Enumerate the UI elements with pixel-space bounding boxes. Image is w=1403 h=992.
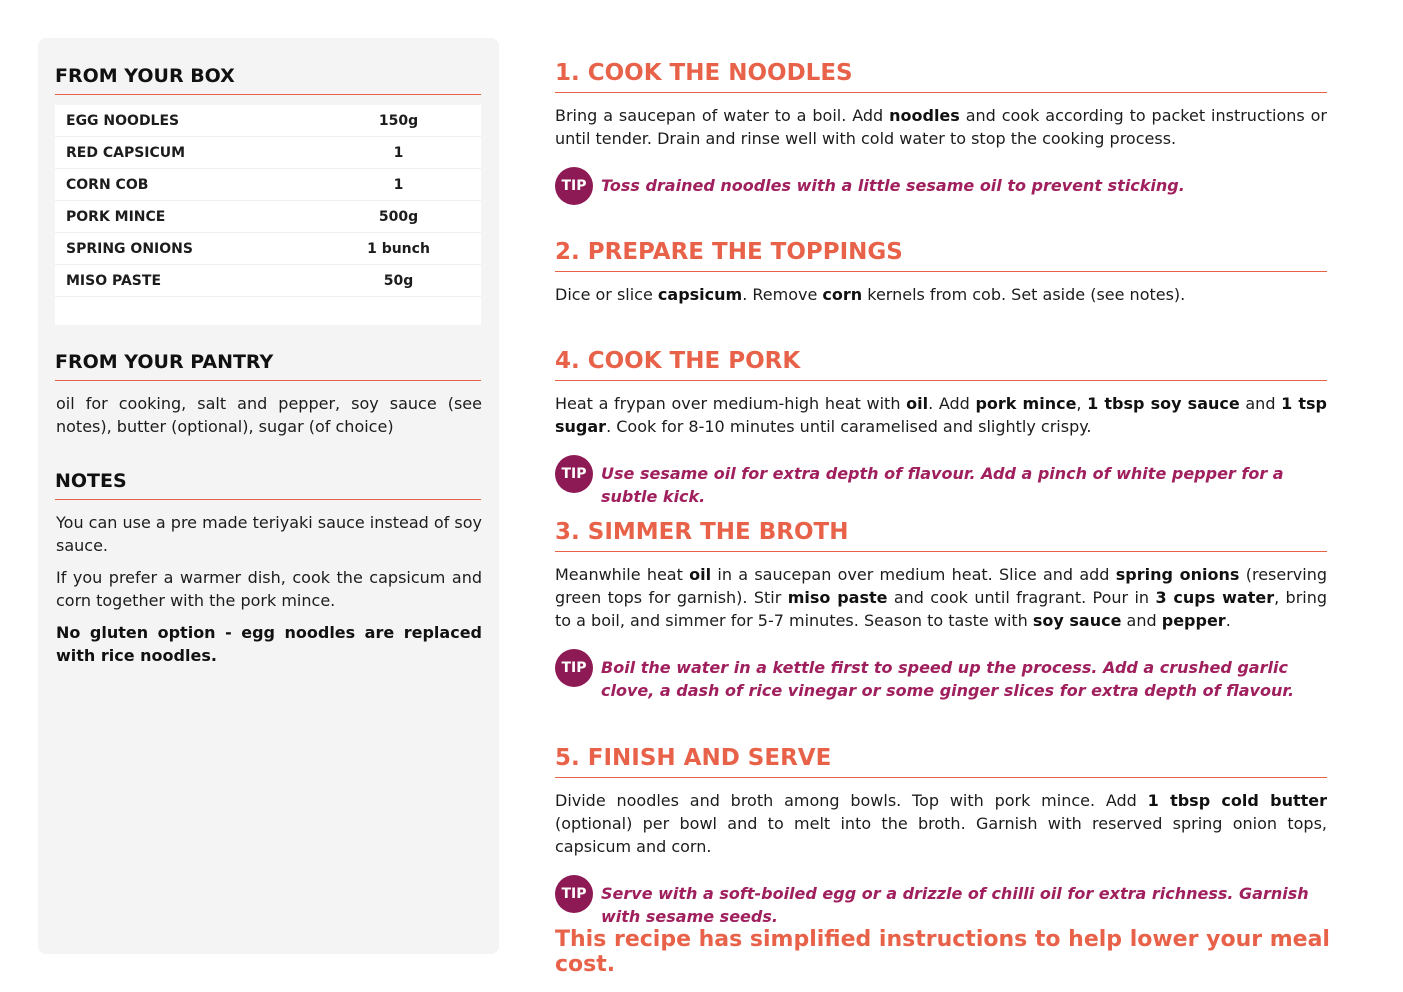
note-3: No gluten option - egg noodles are replaced with rice noodles.: [56, 623, 482, 665]
step-1-tip: [555, 167, 1327, 205]
notes-body: [56, 511, 482, 676]
table-row: [55, 137, 481, 169]
ingredient-name: MISO PASTE: [66, 272, 162, 289]
step-1: [555, 60, 1327, 205]
ingredient-name: CORN COB: [66, 176, 149, 193]
note-1: You can use a pre made teriyaki sauce instead of soy sauce.: [56, 513, 482, 555]
notes-heading: NOTES: [55, 471, 481, 500]
step-3-tip: [555, 649, 1327, 702]
step-2-title: 2. PREPARE THE TOPPINGS: [555, 239, 1327, 272]
pantry-text: oil for cooking, salt and pepper, soy sauce (see notes), butter (optional), sugar (of choice): [56, 394, 482, 436]
step-3-title: 3. SIMMER THE BROTH: [555, 519, 1327, 552]
step-1-title: 1. COOK THE NOODLES: [555, 60, 1327, 93]
tip-text: Serve with a soft-boiled egg or a drizzle of chilli oil for extra richness. Garnish with sesame seeds.: [601, 884, 1309, 926]
tip-badge: TIP: [555, 167, 593, 205]
tip-text: Use sesame oil for extra depth of flavour. Add a pinch of white pepper for a subtle kick.: [601, 464, 1284, 506]
step-2: [555, 239, 1327, 306]
ingredient-name: SPRING ONIONS: [66, 240, 193, 257]
ingredient-qty: 500g: [378, 208, 419, 225]
table-row: [55, 201, 481, 233]
footer-note: This recipe has simplified instructions to help lower your meal cost.: [555, 927, 1330, 977]
tip-text: Boil the water in a kettle first to speed up the process. Add a crushed garlic clove, a dash of rice vinegar or some ginger slices for extra depth of flavour.: [601, 658, 1295, 700]
table-row: [55, 169, 481, 201]
ingredient-qty: 1: [393, 176, 404, 193]
from-your-pantry-heading: FROM YOUR PANTRY: [55, 352, 481, 381]
step-2-body: Dice or slice capsicum. Remove corn kernels from cob. Set aside (see notes).: [555, 285, 1186, 304]
tip-badge: TIP: [555, 455, 593, 493]
step-5-title: 5. FINISH AND SERVE: [555, 745, 1327, 778]
step-4-title: 4. COOK THE PORK: [555, 348, 1327, 381]
tip-badge: TIP: [555, 649, 593, 687]
note-2: If you prefer a warmer dish, cook the capsicum and corn together with the pork mince.: [56, 568, 482, 610]
tip-badge: TIP: [555, 875, 593, 913]
tip-text: Toss drained noodles with a little sesame oil to prevent sticking.: [601, 176, 1185, 195]
ingredient-qty: 1 bunch: [367, 240, 430, 257]
from-your-box-heading: FROM YOUR BOX: [55, 66, 481, 95]
step-4: [555, 348, 1327, 508]
ingredient-qty: 1: [393, 144, 404, 161]
step-1-body: Bring a saucepan of water to a boil. Add noodles and cook according to packet instructions or until tender. Drain and rinse well with cold water to stop the cooking process.: [555, 106, 1328, 148]
box-ingredients-table: [55, 105, 481, 325]
step-4-body: Heat a frypan over medium-high heat with oil. Add pork mince, 1 tbsp soy sauce and 1 tsp sugar. Cook for 8-10 minutes until caramelised and slightly crispy.: [555, 394, 1328, 436]
ingredients-panel: [38, 38, 499, 954]
table-row: [55, 265, 481, 297]
ingredient-name: RED CAPSICUM: [66, 144, 186, 161]
step-5-tip: [555, 875, 1327, 928]
step-5: [555, 745, 1327, 928]
ingredient-qty: 50g: [383, 272, 414, 289]
table-row: [55, 105, 481, 137]
step-5-body: Divide noodles and broth among bowls. Top with pork mince. Add 1 tbsp cold butter (optional) per bowl and to melt into the broth. Garnish with reserved spring onion tops, capsicum and corn.: [555, 791, 1328, 856]
ingredient-qty: 150g: [378, 112, 419, 129]
table-row: [55, 233, 481, 265]
step-4-tip: [555, 455, 1327, 508]
step-3: [555, 519, 1327, 702]
ingredient-name: PORK MINCE: [66, 208, 166, 225]
ingredient-name: EGG NOODLES: [66, 112, 180, 129]
step-3-body: Meanwhile heat oil in a saucepan over medium heat. Slice and add spring onions (reserving green tops for garnish). Stir miso paste and cook until fragrant. Pour in 3 cups water, bring to a boil, and simmer for 5-7 minutes. Season to taste with soy sauce and pepper.: [555, 565, 1328, 630]
